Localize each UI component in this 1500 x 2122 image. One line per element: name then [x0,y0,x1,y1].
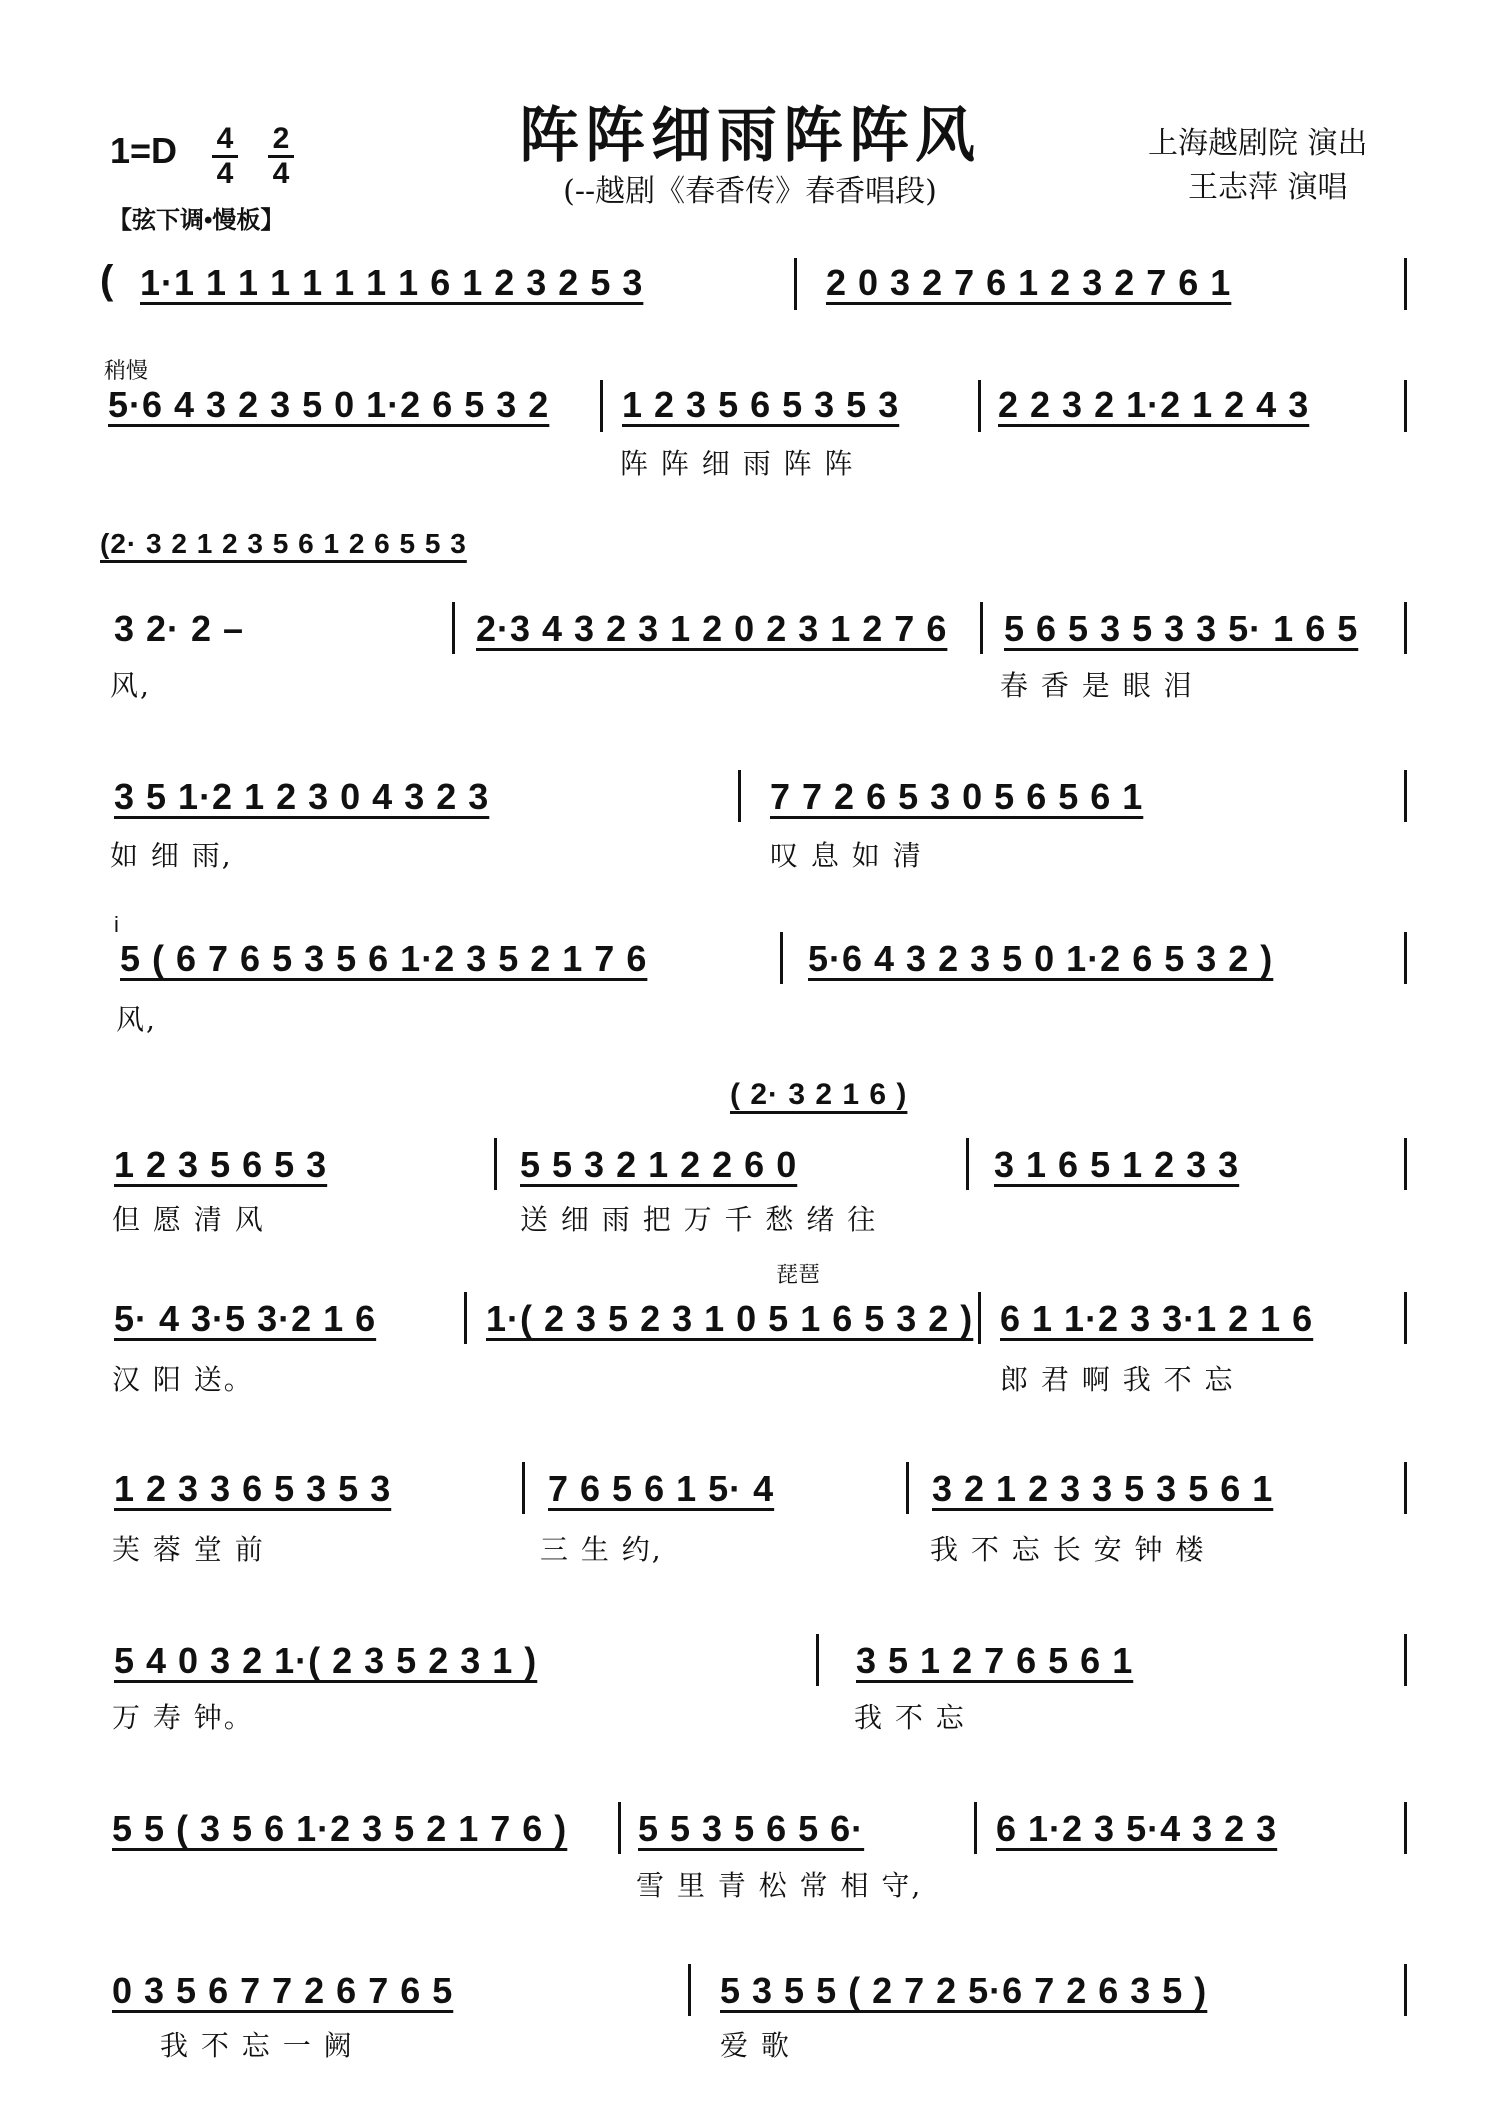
measure-notes: 5 5 3 5 6 5 6· [638,1808,865,1849]
ornament-notes: ( 2· 3 2 1 6 ) [730,1078,908,1111]
tempo-marking: 【弦下调•慢板】 [108,207,285,234]
barline [978,1292,981,1344]
measure-notes: 7 6 5 6 1 5· 4 [548,1468,775,1509]
barline [452,602,455,654]
lyric-line: 三 生 约, [540,1533,663,1566]
barline [688,1964,691,2016]
barline [522,1462,525,1514]
barline [1404,1138,1407,1190]
measure-notes: 2·3 4 3 2 3 1 2 0 2 3 1 2 7 6 [476,608,948,649]
expression-annotation: 稍慢 [104,358,149,383]
barline [464,1292,467,1344]
measure-notes: 3 5 1·2 1 2 3 0 4 3 2 3 [114,776,490,817]
lyric-line: 万 寿 钟。 [112,1701,254,1734]
barline [978,380,981,432]
measure-notes: 5 6 5 3 5 3 3 5· 1 6 5 [1004,608,1359,649]
barline [1404,602,1407,654]
lyric-line: 阵 阵 细 雨 阵 阵 [620,447,855,480]
measure-notes: 5 3 5 5 ( 2 7 2 5·6 7 2 6 3 5 ) [720,1970,1208,2011]
barline [816,1634,819,1686]
lyric-line: 春 香 是 眼 泪 [1000,669,1194,702]
grace-note: i [114,912,119,937]
lyric-line: 如 细 雨, [110,839,233,872]
lyric-line: 我 不 忘 长 安 钟 楼 [930,1533,1206,1566]
barline [494,1138,497,1190]
measure-notes: 3 5 1 2 7 6 5 6 1 [856,1640,1134,1681]
barline [1404,1634,1407,1686]
measure-notes: 5 4 0 3 2 1·( 2 3 5 2 3 1 ) [114,1640,538,1681]
barline [1404,258,1407,310]
barline [980,602,983,654]
score-title: 阵阵细雨阵阵风 [519,101,981,171]
measure-notes: 5· 4 3·5 3·2 1 6 [114,1298,377,1339]
time-signature-4-4 [212,124,238,189]
lyric-line: 叹 息 如 清 [770,839,923,872]
lyric-line: 但 愿 清 风 [112,1203,265,1236]
barline [966,1138,969,1190]
lyric-line: 汉 阳 送。 [112,1363,254,1396]
open-paren: ( [100,258,114,302]
barline [780,932,783,984]
meter-bottom: 4 [216,157,234,190]
measure-notes: 5·6 4 3 2 3 5 0 1·2 6 5 3 2 [108,384,550,425]
measure-notes: 6 1 1·2 3 3·1 2 1 6 [1000,1298,1314,1339]
measure-notes: 7 7 2 6 5 3 0 5 6 5 6 1 [770,776,1144,817]
singer-credit: 王志萍 演唱 [1188,170,1348,205]
measure-notes: 3 2 1 2 3 3 5 3 5 6 1 [932,1468,1274,1509]
lyric-line: 我 不 忘 一 阙 [160,2029,354,2062]
barline [906,1462,909,1514]
lyric-line: 芙 蓉 堂 前 [112,1533,265,1566]
barline [1404,770,1407,822]
measure-notes: 2 0 3 2 7 6 1 2 3 2 7 6 1 [826,262,1232,303]
barline [1404,1802,1407,1854]
measure-notes: 3 1 6 5 1 2 3 3 [994,1144,1240,1185]
measure-notes: 2 2 3 2 1·2 1 2 4 3 [998,384,1310,425]
barline [1404,1462,1407,1514]
lyric-line: 爱 歌 [720,2029,791,2062]
instrument-annotation: 琵琶 [776,1262,821,1287]
score-subtitle: (--越剧《春香传》春香唱段) [563,174,937,209]
lyric-line: 风, [110,669,151,702]
measure-notes: 1·( 2 3 5 2 3 1 0 5 1 6 5 3 2 ) [486,1298,974,1339]
lyric-line: 雪 里 青 松 常 相 守, [636,1869,923,1902]
measure-notes: 5·6 4 3 2 3 5 0 1·2 6 5 3 2 ) [808,938,1274,979]
measure-notes: 1 2 3 5 6 5 3 5 3 [622,384,900,425]
measure-notes: 6 1·2 3 5·4 3 2 3 [996,1808,1278,1849]
barline [738,770,741,822]
lyric-line: 风, [116,1003,157,1036]
measure-notes: 0 3 5 6 7 7 2 6 7 6 5 [112,1970,454,2011]
ornament-notes: (2· 3 2 1 2 3 5 6 1 2 6 5 5 3 [100,528,467,559]
measure-notes: 1 2 3 3 6 5 3 5 3 [114,1468,392,1509]
barline [974,1802,977,1854]
measure-notes: 3 2· 2 – [114,608,245,649]
meter-top: 2 [272,122,290,155]
barline [1404,1292,1407,1344]
lyric-line: 郎 君 啊 我 不 忘 [1000,1363,1235,1396]
meter-bottom: 4 [272,157,290,190]
barline [600,380,603,432]
measure-notes: 5 5 ( 3 5 6 1·2 3 5 2 1 7 6 ) [112,1808,568,1849]
key-signature: 1=D [110,130,178,171]
barline [1404,380,1407,432]
barline [1404,1964,1407,2016]
performer-credit: 上海越剧院 演出 [1148,126,1368,161]
time-signature-2-4 [268,124,294,189]
lyric-line: 我 不 忘 [854,1701,966,1734]
barline [618,1802,621,1854]
barline [794,258,797,310]
measure-notes: 5 5 3 2 1 2 2 6 0 [520,1144,798,1185]
measure-notes: 1·1 1 1 1 1 1 1 1 6 1 2 3 2 5 3 [140,262,644,303]
lyric-line: 送 细 雨 把 万 千 愁 绪 往 [520,1203,878,1236]
barline [1404,932,1407,984]
measure-notes: 5 ( 6 7 6 5 3 5 6 1·2 3 5 2 1 7 6 [120,938,648,979]
measure-notes: 1 2 3 5 6 5 3 [114,1144,328,1185]
meter-top: 4 [216,122,234,155]
